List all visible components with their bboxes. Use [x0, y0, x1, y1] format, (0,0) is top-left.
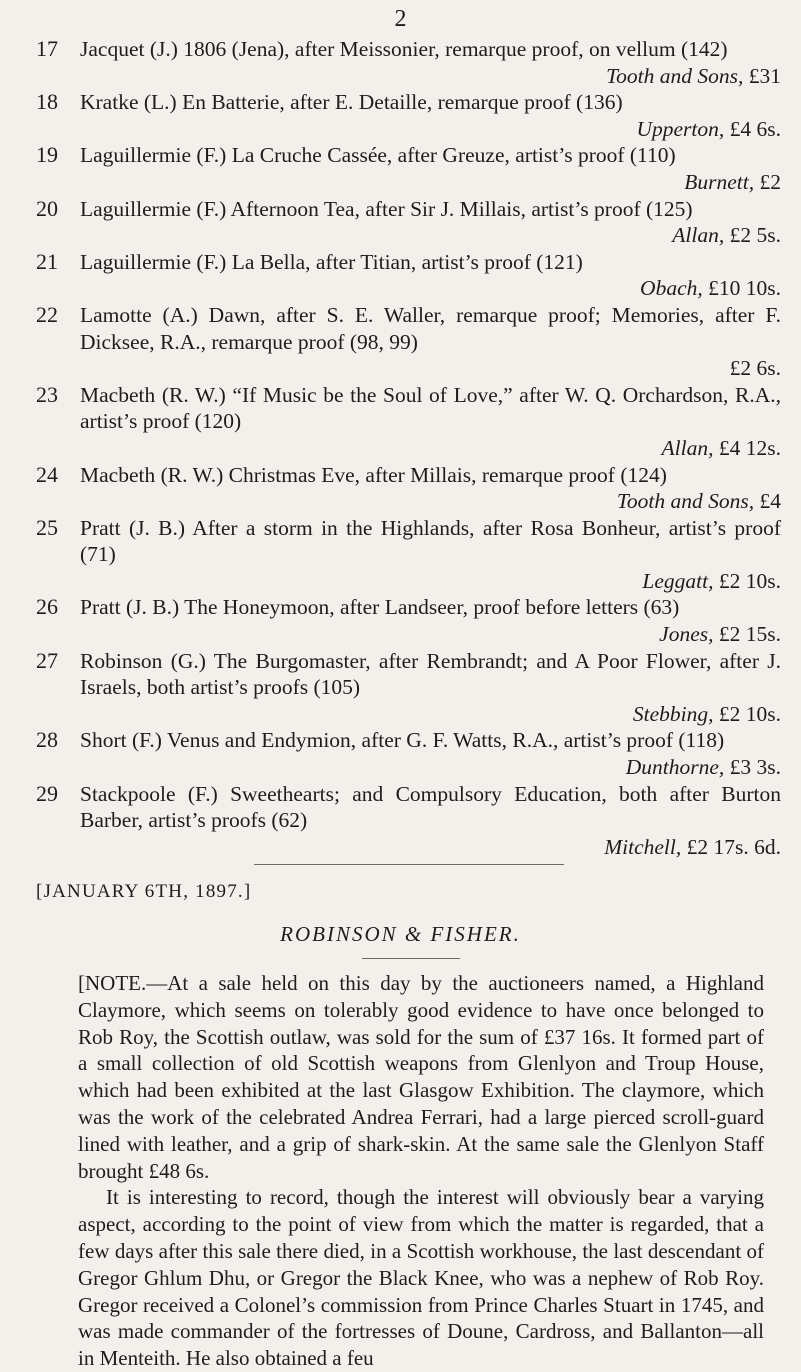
lot-number: 25 [36, 514, 58, 540]
lot-buyer: Allan, [672, 223, 725, 248]
lot-description: Lamotte (A.) Dawn, after S. E. Waller, remarque proof; Memories, after F. Dicksee, R.A., remarque proof (98, 99) [80, 302, 781, 354]
lot-price: £2 [759, 169, 781, 194]
lot-buyer: Dunthorne, [625, 755, 725, 780]
lot-buyer: Mitchell, [604, 834, 682, 859]
lot-sale-line [80, 169, 781, 196]
lot-sale-line [80, 275, 781, 302]
lot-price: £2 6s. [729, 356, 781, 381]
lot-purchase [617, 488, 781, 515]
lot-sale-line [80, 754, 781, 781]
lot-purchase [633, 701, 781, 728]
lot-list [36, 36, 781, 860]
lot-buyer: Stebbing, [632, 701, 714, 726]
lot-entry [36, 594, 781, 647]
lot-purchase [636, 116, 781, 143]
lot-sale-line [80, 355, 781, 382]
lot-entry [36, 462, 781, 515]
lot-sale-line [80, 63, 781, 90]
lot-description: Kratke (L.) En Batterie, after E. Detaille, remarque proof (136) [80, 90, 623, 115]
lot-purchase [640, 275, 781, 302]
lot-price: £2 5s. [729, 223, 781, 248]
lot-description: Jacquet (J.) 1806 (Jena), after Meissonier, remarque proof, on vellum (142) [80, 37, 728, 61]
page-number: 2 [394, 6, 407, 32]
lot-buyer: Tooth and Sons, [616, 489, 755, 514]
lot-description: Macbeth (R. W.) Christmas Eve, after Millais, remarque proof (124) [80, 462, 667, 487]
lot-price: £4 12s. [718, 435, 781, 460]
lot-buyer: Allan, [661, 435, 714, 460]
lot-price: £3 3s. [729, 755, 781, 780]
lot-description: Pratt (J. B.) After a storm in the Highlands, after Rosa Bonheur, artist’s proof (71) [80, 515, 781, 567]
lot-sale-line [80, 435, 781, 462]
lot-description: Laguillermie (F.) La Bella, after Titian, artist’s proof (121) [80, 249, 583, 274]
lot-number: 29 [36, 780, 58, 806]
lot-price: £10 10s. [708, 276, 781, 301]
lot-entry [36, 249, 781, 302]
lot-buyer: Jones, [659, 622, 714, 647]
lot-purchase [659, 621, 781, 648]
lot-description: Short (F.) Venus and Endymion, after G. F. Watts, R.A., artist’s proof (118) [80, 728, 725, 753]
lot-number: 20 [36, 195, 58, 221]
lot-sale-line [80, 621, 781, 648]
lot-sale-line [80, 701, 781, 728]
lot-price: £4 [759, 489, 781, 514]
auctioneers-heading: ROBINSON & FISHER. [280, 922, 521, 946]
lot-entry [36, 302, 781, 382]
heading-underline [362, 958, 460, 959]
lot-entry [36, 727, 781, 780]
lot-buyer: Obach, [640, 276, 703, 301]
lot-number: 19 [36, 142, 58, 168]
lot-number: 23 [36, 381, 58, 407]
lot-sale-line [80, 116, 781, 143]
lot-description: Macbeth (R. W.) “If Music be the Soul of Love,” after W. Q. Orchardson, R.A., artist’s proof (120) [80, 382, 781, 434]
lot-purchase [730, 355, 781, 382]
lot-number: 26 [36, 594, 58, 620]
lot-sale-line [80, 568, 781, 595]
lot-description: Robinson (G.) The Burgomaster, after Rembrandt; and A Poor Flower, after J. Israels, both artist’s proofs (105) [80, 648, 781, 700]
lot-entry [36, 382, 781, 462]
lot-entry [36, 36, 781, 89]
lot-description: Laguillermie (F.) Afternoon Tea, after Sir J. Millais, artist’s proof (125) [80, 196, 693, 221]
lot-purchase [642, 568, 781, 595]
lot-price: £31 [748, 63, 781, 88]
lot-entry [36, 648, 781, 728]
lot-number: 27 [36, 647, 58, 673]
lot-purchase [606, 63, 781, 90]
section-divider [254, 864, 564, 865]
lot-price: £2 10s. [718, 568, 781, 593]
lot-price: £2 15s. [718, 622, 781, 647]
lot-entry [36, 89, 781, 142]
lot-number: 28 [36, 727, 58, 753]
lot-sale-line [80, 488, 781, 515]
lot-description: Stackpoole (F.) Sweethearts; and Compulsory Education, both after Burton Barber, artist’s proofs (62) [80, 781, 781, 833]
lot-price: £2 10s. [718, 701, 781, 726]
lot-number: 21 [36, 248, 58, 274]
lot-number: 17 [36, 36, 58, 61]
lot-purchase [672, 222, 781, 249]
lot-number: 22 [36, 301, 58, 327]
lot-entry [36, 781, 781, 861]
lot-number: 24 [36, 461, 58, 487]
lot-description: Pratt (J. B.) The Honeymoon, after Landseer, proof before letters (63) [80, 595, 680, 620]
lot-price: £4 6s. [729, 116, 781, 141]
lot-sale-line [80, 222, 781, 249]
sale-note [78, 970, 764, 1372]
sale-date-heading: [JANUARY 6TH, 1897.] [36, 881, 252, 902]
lot-purchase [662, 435, 781, 462]
lot-price: £2 17s. 6d. [686, 834, 781, 859]
lot-entry [36, 515, 781, 595]
lot-sale-line [80, 834, 781, 861]
lot-description: Laguillermie (F.) La Cruche Cassée, after Greuze, artist’s proof (110) [80, 143, 676, 168]
lot-buyer: Burnett, [684, 169, 755, 194]
lot-entry [36, 142, 781, 195]
lot-number: 18 [36, 89, 58, 115]
lot-entry [36, 196, 781, 249]
lot-buyer: Tooth and Sons, [606, 63, 744, 88]
lot-purchase [684, 169, 781, 196]
lot-purchase [626, 754, 781, 781]
lot-buyer: Upperton, [636, 116, 725, 141]
lot-purchase [604, 834, 781, 861]
note-paragraph: It is interesting to record, though the interest will obviously bear a varying aspect, according to the point of view from which the matter is regarded, that a few days after this sale there died, in a Scottish workhouse, the last descendant of Gregor Ghlum Dhu, or Gregor the Black Knee, who was a nephew of Rob Roy. Gregor received a Colonel’s commission from Prince Charles Stuart in 1745, and was made commander of the fortresses of Doune, Cardross, and Ballanton—all in Menteith. He also obtained a feu [78, 1185, 764, 1371]
note-paragraph: [NOTE.—At a sale held on this day by the auctioneers named, a Highland Claymore, which seems on tolerably good evidence to have once belonged to Rob Roy, the Scottish outlaw, was sold for the sum of £37 16s. It formed part of a small collection of old Scottish weapons from Glenlyon and Troup House, which had been exhibited at the last Glasgow Exhibition. The claymore, which was the work of the celebrated Andrea Ferrari, had a large pierced scroll-guard lined with leather, and a grip of shark-skin. At the same sale the Glenlyon Staff brought £48 6s. [78, 971, 764, 1183]
lot-buyer: Leggatt, [642, 568, 714, 593]
